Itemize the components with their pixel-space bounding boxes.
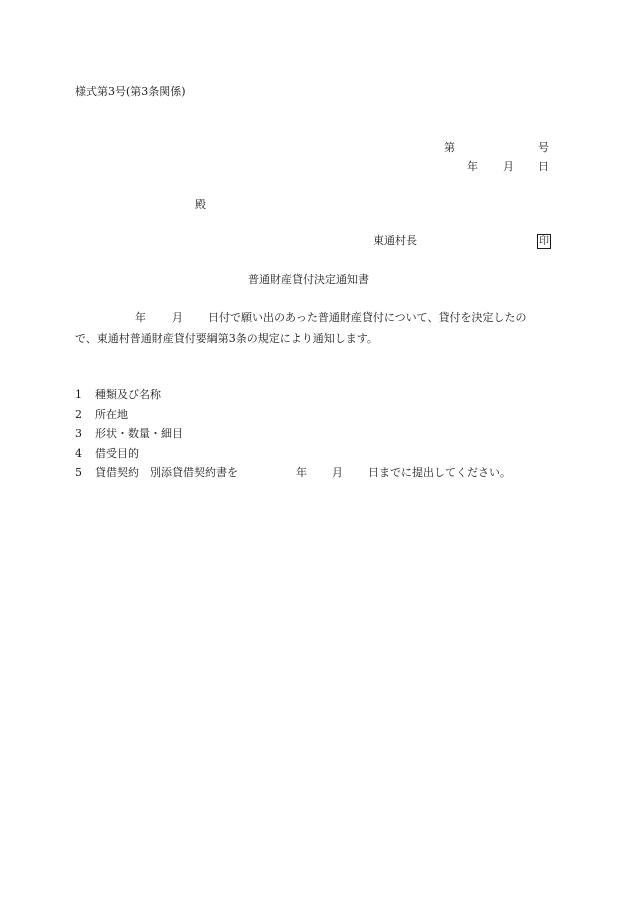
item-tail: 日までに提出してください。 [368,466,511,479]
item-number: 3 [75,427,82,440]
number-suffix: 号 [538,141,549,154]
seal-stamp: 印 [539,236,549,247]
list-item [75,463,511,483]
list-item [75,385,238,405]
issuer-name: 東通村長 [373,234,417,247]
item-text: 形状・数量・細目 [95,427,183,440]
item-month: 月 [332,466,343,479]
list-item [75,424,238,444]
item-text: 借受目的 [95,446,139,460]
date-month: 月 [503,160,514,173]
body-line-2: で、東通村普通財産貸付要綱第3条の規定により通知します。 [75,332,378,345]
body-month: 月 [172,311,183,324]
item-text: 所在地 [95,407,128,421]
item-number: 4 [75,446,82,460]
form-label: 様式第3号(第3条関係) [75,85,186,98]
item-number: 1 [75,388,82,401]
item-list [75,385,511,483]
item-text: 種類及び名称 [95,388,161,401]
document-title: 普通財産貸付決定通知書 [248,273,369,286]
body-paragraph [75,307,555,349]
item-number: 5 [75,466,82,479]
item-text: 貸借契約 別添貸借契約書を [95,466,238,479]
list-item [75,444,238,464]
list-item [75,405,238,425]
body-line-1 [75,307,555,328]
body-line-1-rest: 日付で願い出のあった普通財産貸付について、貸付を決定したの [208,311,527,324]
date-day: 日 [538,160,549,173]
number-prefix: 第 [444,141,455,154]
item-number: 2 [75,407,82,421]
date-year: 年 [467,160,478,173]
body-year: 年 [135,311,146,324]
item-year: 年 [296,466,307,479]
addressee-suffix: 殿 [195,198,206,211]
